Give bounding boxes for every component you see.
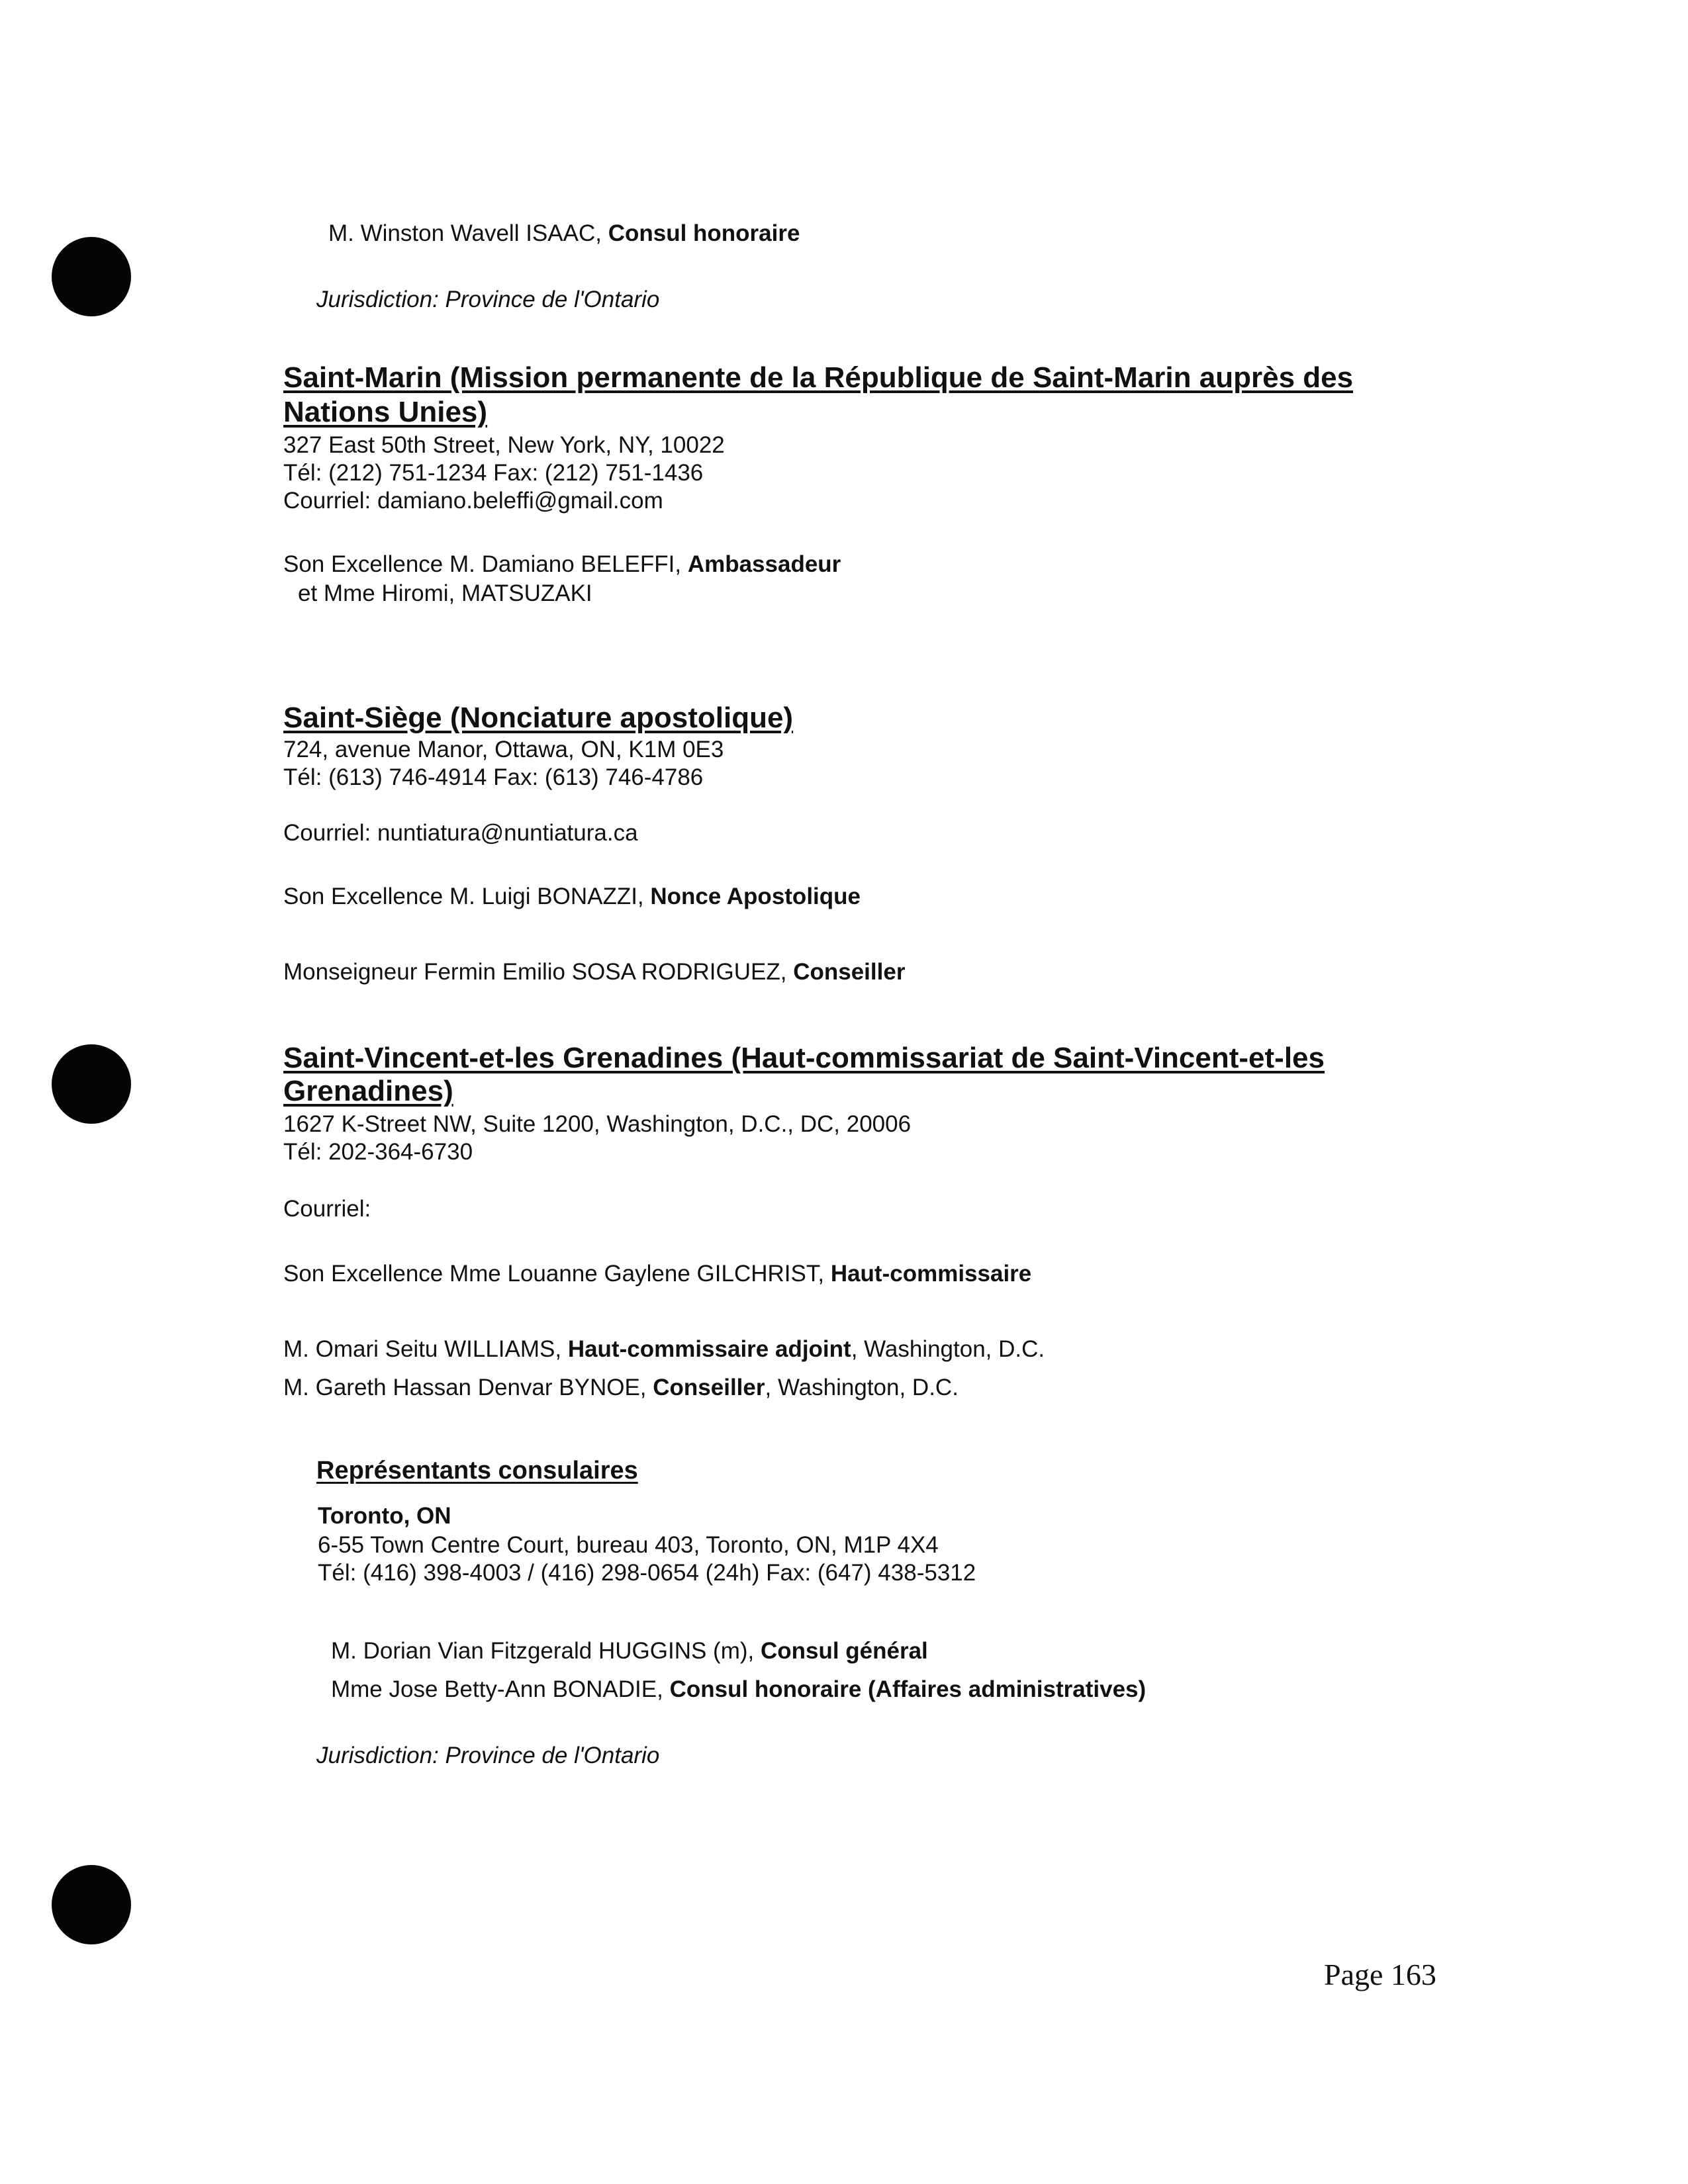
- saint-marin-ambassador-name: Son Excellence M. Damiano BELEFFI,: [283, 551, 688, 577]
- intro-person-line: [328, 220, 800, 248]
- consular-cg-title: Consul général: [760, 1638, 928, 1664]
- saint-siege-address: 724, avenue Manor, Ottawa, ON, K1M 0E3: [283, 737, 724, 762]
- saint-vincent-phone: Tél: 202-364-6730: [283, 1139, 473, 1165]
- consular-address: 6-55 Town Centre Court, bureau 403, Toronto, ON, M1P 4X4: [318, 1532, 939, 1558]
- saint-vincent-counsellor-location: , Washington, D.C.: [765, 1375, 959, 1400]
- page-number: Page 163: [1324, 1958, 1436, 1991]
- saint-vincent-counsellor-line: [283, 1374, 959, 1402]
- saint-vincent-deputy-title: Haut-commissaire adjoint: [567, 1336, 851, 1362]
- saint-vincent-hc-line: [283, 1260, 1031, 1288]
- saint-marin-phone: Tél: (212) 751-1234 Fax: (212) 751-1436: [283, 460, 704, 486]
- consular-hon-line: [331, 1676, 1146, 1704]
- saint-marin-heading-line1: Saint-Marin (Mission permanente de la République de Saint-Marin auprès des: [283, 361, 1354, 394]
- consular-jurisdiction: Jurisdiction: Province de l'Ontario: [316, 1743, 660, 1768]
- saint-marin-ambassador-title: Ambassadeur: [687, 551, 841, 577]
- saint-vincent-hc-title: Haut-commissaire: [830, 1261, 1032, 1287]
- saint-vincent-counsellor-title: Conseiller: [653, 1375, 765, 1400]
- saint-siege-phone: Tél: (613) 746-4914 Fax: (613) 746-4786: [283, 764, 704, 790]
- saint-vincent-heading-line1: Saint-Vincent-et-les Grenadines (Haut-commissariat de Saint-Vincent-et-les: [283, 1042, 1325, 1074]
- saint-marin-email: Courriel: damiano.beleffi@gmail.com: [283, 488, 663, 514]
- saint-siege-counsellor-line: [283, 958, 905, 986]
- saint-siege-heading: Saint-Siège (Nonciature apostolique): [283, 702, 794, 734]
- consular-cg-name: M. Dorian Vian Fitzgerald HUGGINS (m),: [331, 1638, 761, 1664]
- saint-vincent-counsellor-name: M. Gareth Hassan Denvar BYNOE,: [283, 1375, 653, 1400]
- saint-marin-heading-line2: Nations Unies): [283, 396, 488, 428]
- saint-siege-nuncio-name: Son Excellence M. Luigi BONAZZI,: [283, 884, 651, 909]
- saint-vincent-heading-line2: Grenadines): [283, 1075, 453, 1107]
- intro-title: Consul honoraire: [608, 220, 800, 246]
- saint-vincent-deputy-name: M. Omari Seitu WILLIAMS,: [283, 1336, 568, 1362]
- saint-vincent-hc-name: Son Excellence Mme Louanne Gaylene GILCHRIST,: [283, 1261, 831, 1287]
- punch-hole-middle: [52, 1044, 131, 1124]
- saint-vincent-address: 1627 K-Street NW, Suite 1200, Washington, D.C., DC, 20006: [283, 1111, 912, 1137]
- saint-marin-address: 327 East 50th Street, New York, NY, 10022: [283, 432, 725, 458]
- saint-siege-nuncio-title: Nonce Apostolique: [650, 884, 861, 909]
- consular-phone: Tél: (416) 398-4003 / (416) 298-0654 (24h) Fax: (647) 438-5312: [318, 1560, 976, 1586]
- punch-hole-top: [52, 237, 131, 316]
- consular-cg-line: [331, 1637, 928, 1665]
- punch-hole-bottom: [52, 1865, 131, 1944]
- saint-siege-counsellor-title: Conseiller: [793, 959, 906, 985]
- consular-hon-title: Consul honoraire (Affaires administratives): [669, 1676, 1147, 1702]
- saint-vincent-deputy-line: [283, 1336, 1045, 1363]
- consular-heading: Représentants consulaires: [316, 1457, 638, 1484]
- intro-person: M. Winston Wavell ISAAC,: [328, 220, 608, 246]
- intro-jurisdiction: Jurisdiction: Province de l'Ontario: [316, 287, 660, 312]
- saint-vincent-deputy-location: , Washington, D.C.: [851, 1336, 1045, 1362]
- consular-city: Toronto, ON: [318, 1503, 451, 1529]
- saint-siege-counsellor-name: Monseigneur Fermin Emilio SOSA RODRIGUEZ,: [283, 959, 794, 985]
- saint-marin-ambassador-line: [283, 551, 841, 578]
- saint-siege-email: Courriel: nuntiatura@nuntiatura.ca: [283, 820, 638, 846]
- saint-marin-spouse: et Mme Hiromi, MATSUZAKI: [298, 580, 592, 606]
- consular-hon-name: Mme Jose Betty-Ann BONADIE,: [331, 1676, 670, 1702]
- saint-vincent-email: Courriel:: [283, 1196, 371, 1222]
- saint-siege-nuncio-line: [283, 883, 861, 911]
